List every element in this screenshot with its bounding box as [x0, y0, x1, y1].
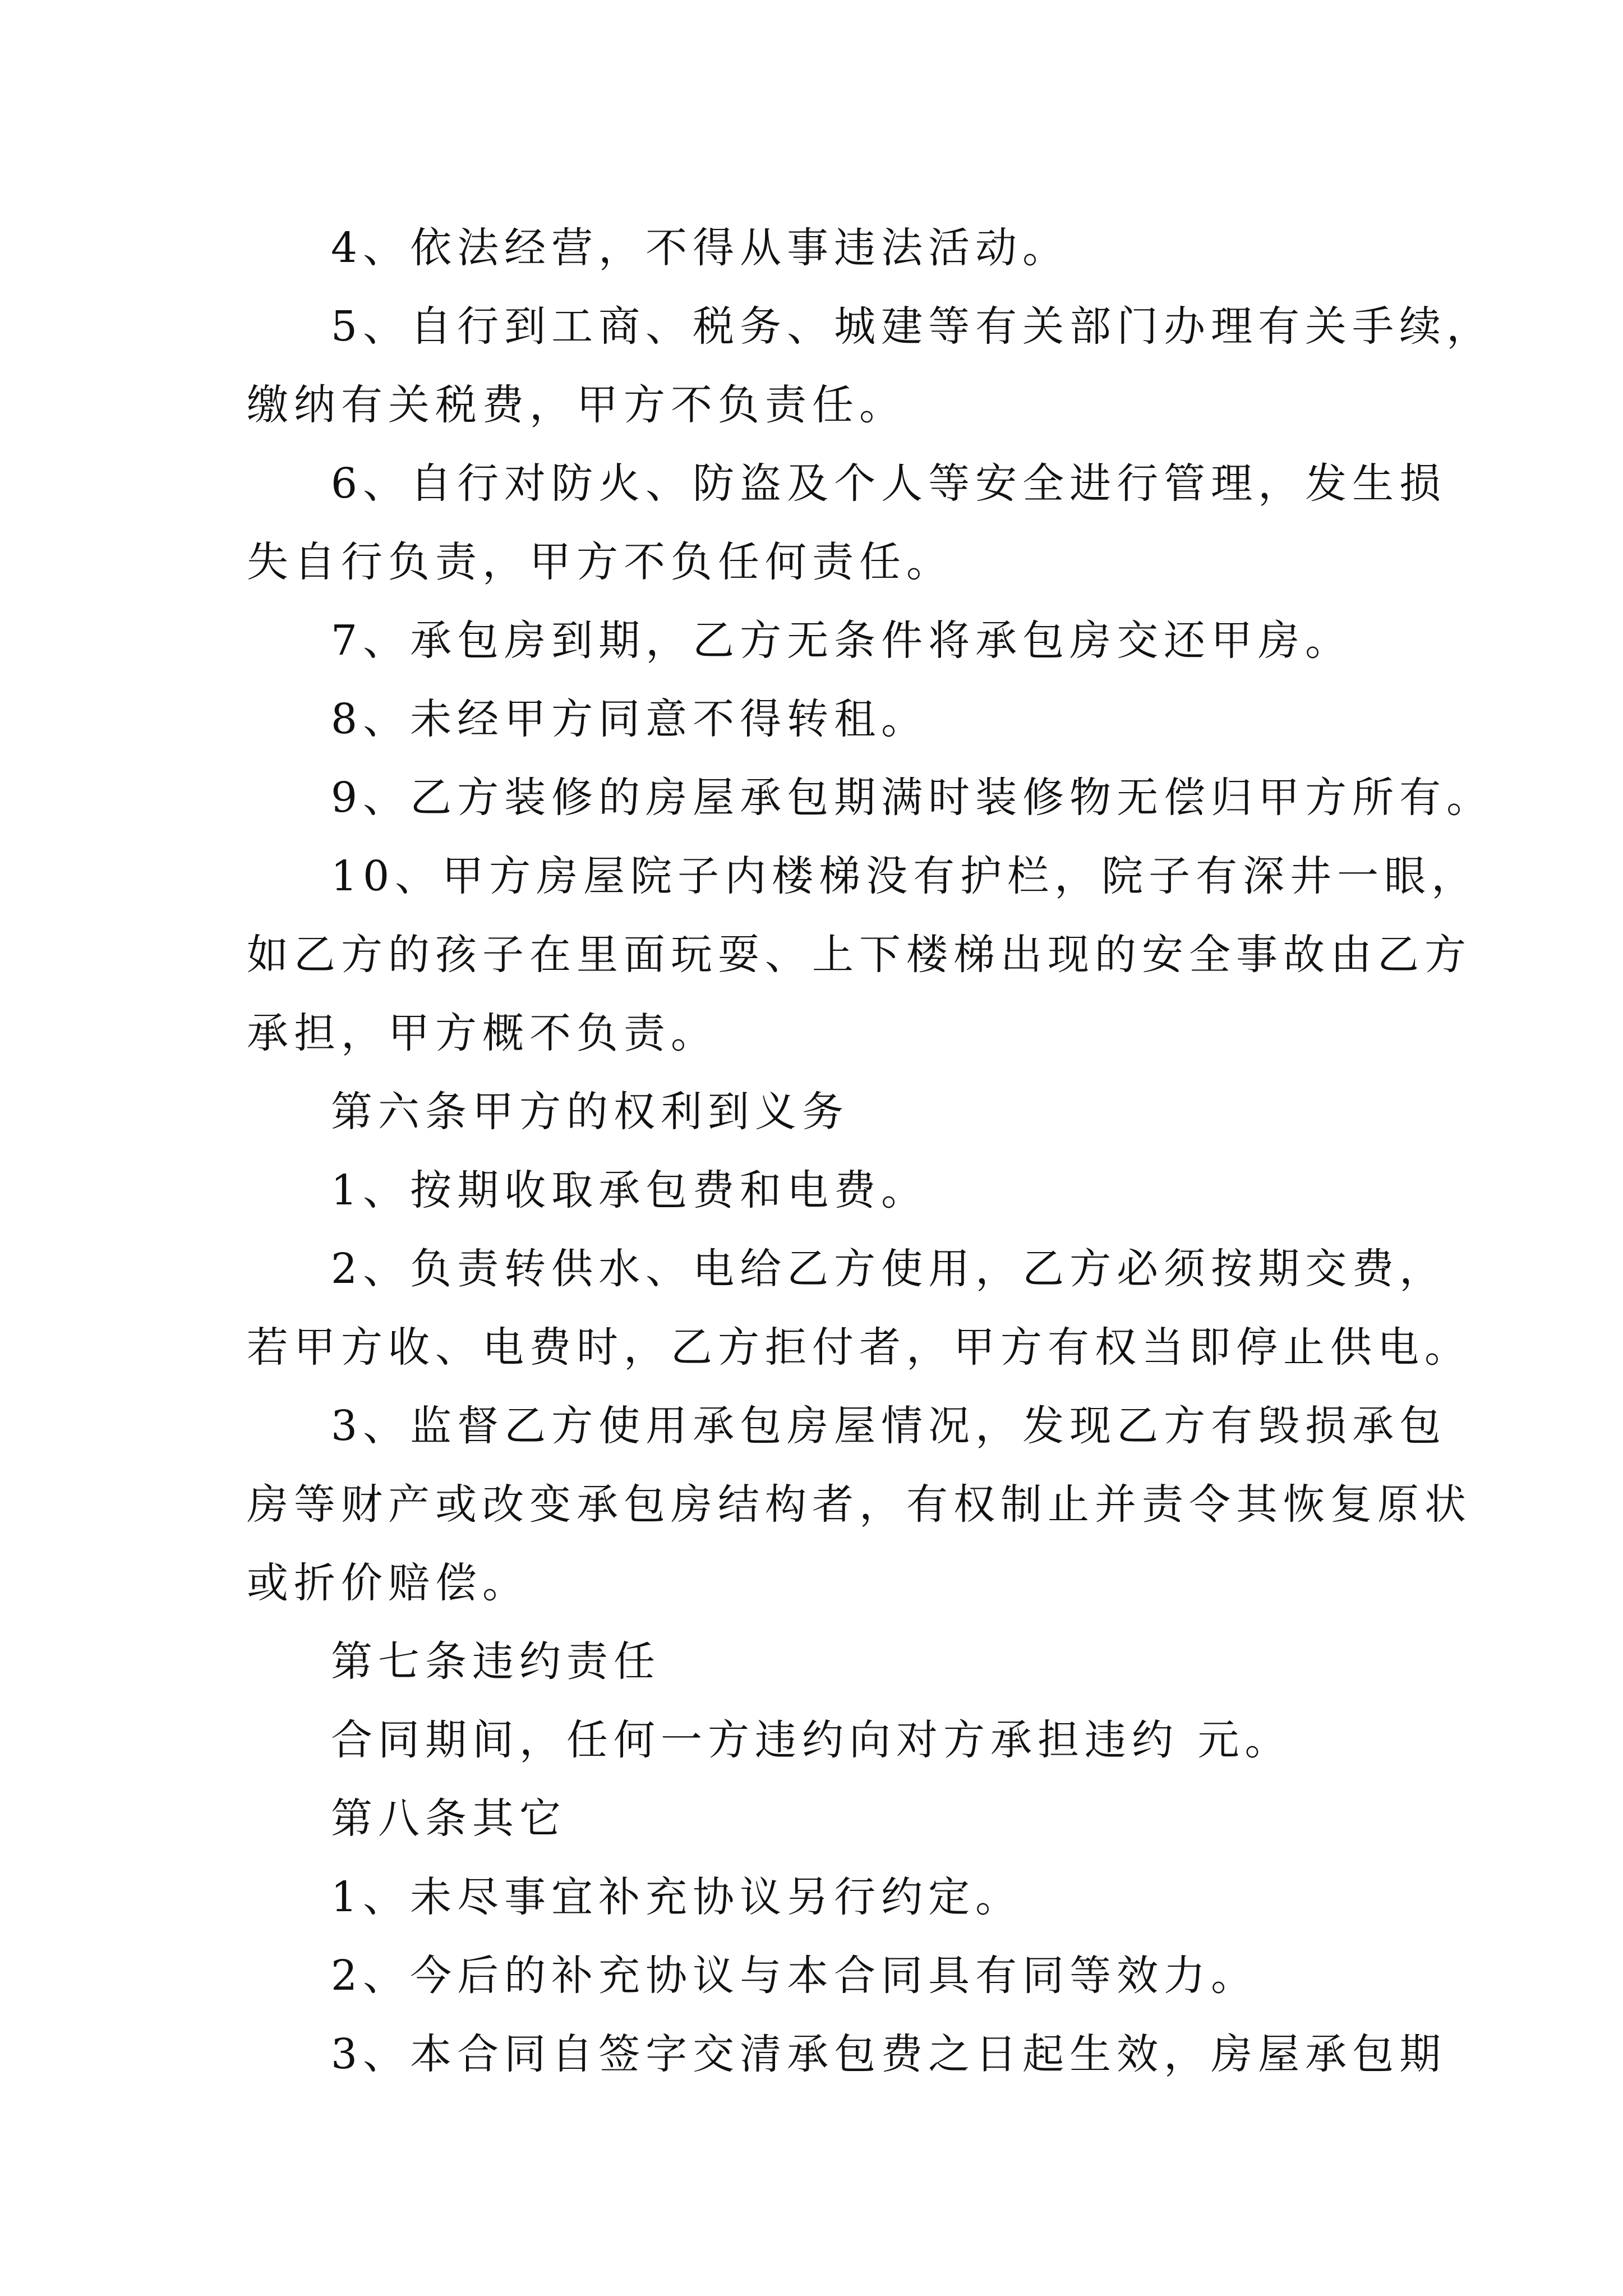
- document-body: [247, 209, 1494, 2093]
- clause-line: 失自行负责，甲方不负任何责任。: [247, 538, 953, 586]
- clause-line: 6、自行对防火、防盗及个人等安全进行管理，发生损: [331, 459, 1447, 508]
- clause-line: 1、按期收取承包费和电费。: [331, 1166, 929, 1214]
- clause-line: 2、负责转供水、电给乙方使用，乙方必须按期交费，: [331, 1245, 1447, 1293]
- clause-line: 4、依法经营，不得从事违法活动。: [331, 224, 1070, 272]
- clause-line: 承担，甲方概不负责。: [247, 1009, 718, 1057]
- clause-line: 3、监督乙方使用承包房屋情况，发现乙方有毁损承包: [331, 1402, 1447, 1450]
- section-heading: 第八条其它: [331, 1795, 566, 1843]
- section-heading: 第六条甲方的权利到义务: [331, 1088, 849, 1136]
- section-heading: 第七条违约责任: [331, 1637, 661, 1686]
- clause-line: 3、本合同自签字交清承包费之日起生效，房屋承包期: [331, 2030, 1447, 2078]
- clause-line: 8、未经甲方同意不得转租。: [331, 695, 929, 743]
- clause-line: 缴纳有关税费，甲方不负责任。: [247, 381, 906, 429]
- clause-line: 5、自行到工商、税务、城建等有关部门办理有关手续，: [331, 302, 1494, 351]
- clause-line: 房等财产或改变承包房结构者，有权制止并责令其恢复原状: [247, 1480, 1472, 1529]
- clause-line: 9、乙方装修的房屋承包期满时装修物无偿归甲方所有。: [331, 774, 1494, 822]
- clause-line: 若甲方收、电费时，乙方拒付者，甲方有权当即停止供电。: [247, 1323, 1472, 1372]
- clause-line: 如乙方的孩子在里面玩耍、上下楼梯出现的安全事故由乙方: [247, 931, 1472, 979]
- clause-line: 10、甲方房屋院子内楼梯没有护栏，院子有深井一眼，: [331, 852, 1479, 900]
- clause-line: 7、承包房到期，乙方无条件将承包房交还甲房。: [331, 616, 1353, 665]
- clause-line: 合同期间，任何一方违约向对方承担违约 元。: [331, 1716, 1292, 1764]
- clause-line: 或折价赔偿。: [247, 1559, 529, 1607]
- clause-line: 2、今后的补充协议与本合同具有同等效力。: [331, 1952, 1258, 2000]
- clause-line: 1、未尽事宜补充协议另行约定。: [331, 1873, 1023, 1921]
